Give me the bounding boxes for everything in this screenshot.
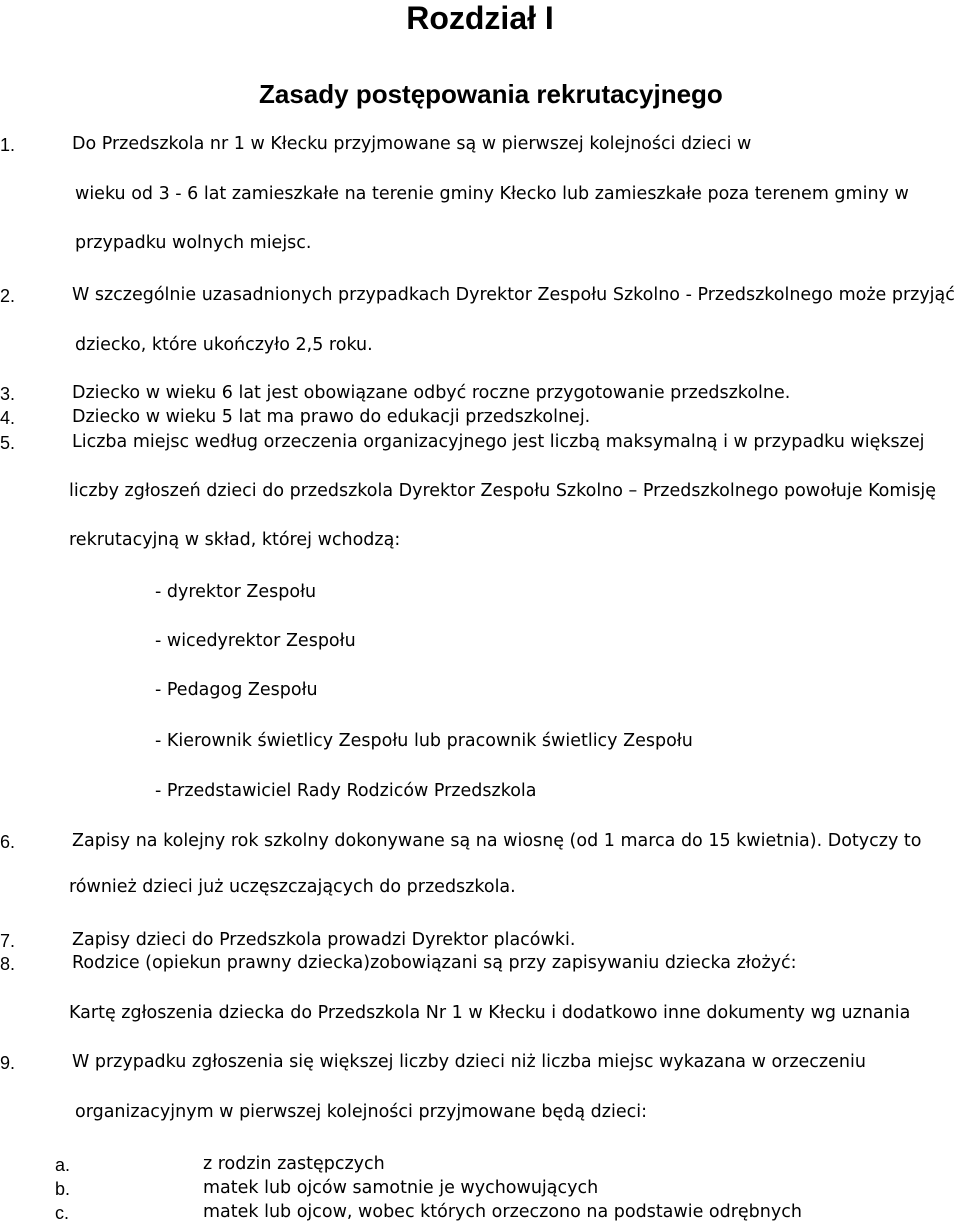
item-text: Dziecko w wieku 6 lat jest obowiązane odbyć roczne przygotowanie przedszkolne.: [72, 383, 791, 403]
item-text: rekrutacyjną w skład, której wchodzą:: [69, 530, 401, 550]
item-text: przypadku wolnych miejsc.: [75, 233, 312, 253]
chapter-title: Rozdział I: [406, 0, 554, 36]
item-text: Zapisy dzieci do Przedszkola prowadzi Dyrektor placówki.: [72, 930, 576, 950]
item-number: 7.: [0, 931, 16, 951]
item-text: liczby zgłoszeń dzieci do przedszkola Dyrektor Zespołu Szkolno – Przedszkolnego powołuje Komisję: [69, 481, 937, 501]
commission-member: - Pedagog Zespołu: [155, 680, 318, 700]
item-number: 4.: [0, 408, 16, 428]
item-text: organizacyjnym w pierwszej kolejności przyjmowane będą dzieci:: [75, 1102, 647, 1122]
item-number: 9.: [0, 1053, 16, 1073]
commission-member: - Kierownik świetlicy Zespołu lub pracownik świetlicy Zespołu: [155, 731, 693, 751]
sub-item-letter: b.: [55, 1179, 71, 1199]
item-text: Rodzice (opiekun prawny dziecka)zobowiązani są przy zapisywaniu dziecka złożyć:: [72, 953, 797, 973]
item-text: Liczba miejsc według orzeczenia organizacyjnego jest liczbą maksymalną i w przypadku większej: [72, 432, 925, 452]
sub-item-text: matek lub ojcow, wobec których orzeczono na podstawie odrębnych: [203, 1202, 802, 1222]
item-text: Do Przedszkola nr 1 w Kłecku przyjmowane są w pierwszej kolejności dzieci w: [72, 134, 752, 154]
item-text: Zapisy na kolejny rok szkolny dokonywane są na wiosnę (od 1 marca do 15 kwietnia). Dotyczy to: [72, 831, 922, 851]
section-subtitle: Zasady postępowania rekrutacyjnego: [259, 79, 723, 109]
commission-member: - Przedstawiciel Rady Rodziców Przedszkola: [155, 781, 537, 801]
sub-item-text: matek lub ojców samotnie je wychowujących: [203, 1178, 599, 1198]
item-text: Dziecko w wieku 5 lat ma prawo do edukacji przedszkolnej.: [72, 407, 591, 427]
item-text: Kartę zgłoszenia dziecka do Przedszkola Nr 1 w Kłecku i dodatkowo inne dokumenty wg uznania: [69, 1003, 911, 1023]
sub-item-letter: a.: [55, 1155, 71, 1175]
item-number: 3.: [0, 384, 16, 404]
commission-member: - wicedyrektor Zespołu: [155, 631, 356, 651]
item-text: W przypadku zgłoszenia się większej liczby dzieci niż liczba miejsc wykazana w orzeczeniu: [72, 1052, 866, 1072]
sub-item-text: z rodzin zastępczych: [203, 1154, 385, 1174]
item-number: 6.: [0, 832, 16, 852]
item-number: 1.: [0, 135, 16, 155]
item-number: 5.: [0, 433, 16, 453]
item-text: dziecko, które ukończyło 2,5 roku.: [75, 335, 373, 355]
item-text: W szczególnie uzasadnionych przypadkach Dyrektor Zespołu Szkolno - Przedszkolnego może przyjąć: [72, 285, 955, 305]
item-text: również dzieci już uczęszczających do przedszkola.: [69, 877, 516, 897]
item-number: 2.: [0, 286, 16, 306]
sub-item-letter: c.: [55, 1203, 70, 1223]
commission-member: - dyrektor Zespołu: [155, 582, 317, 602]
item-text: wieku od 3 - 6 lat zamieszkałe na terenie gminy Kłecko lub zamieszkałe poza terenem gminy w: [75, 184, 909, 204]
item-number: 8.: [0, 954, 16, 974]
